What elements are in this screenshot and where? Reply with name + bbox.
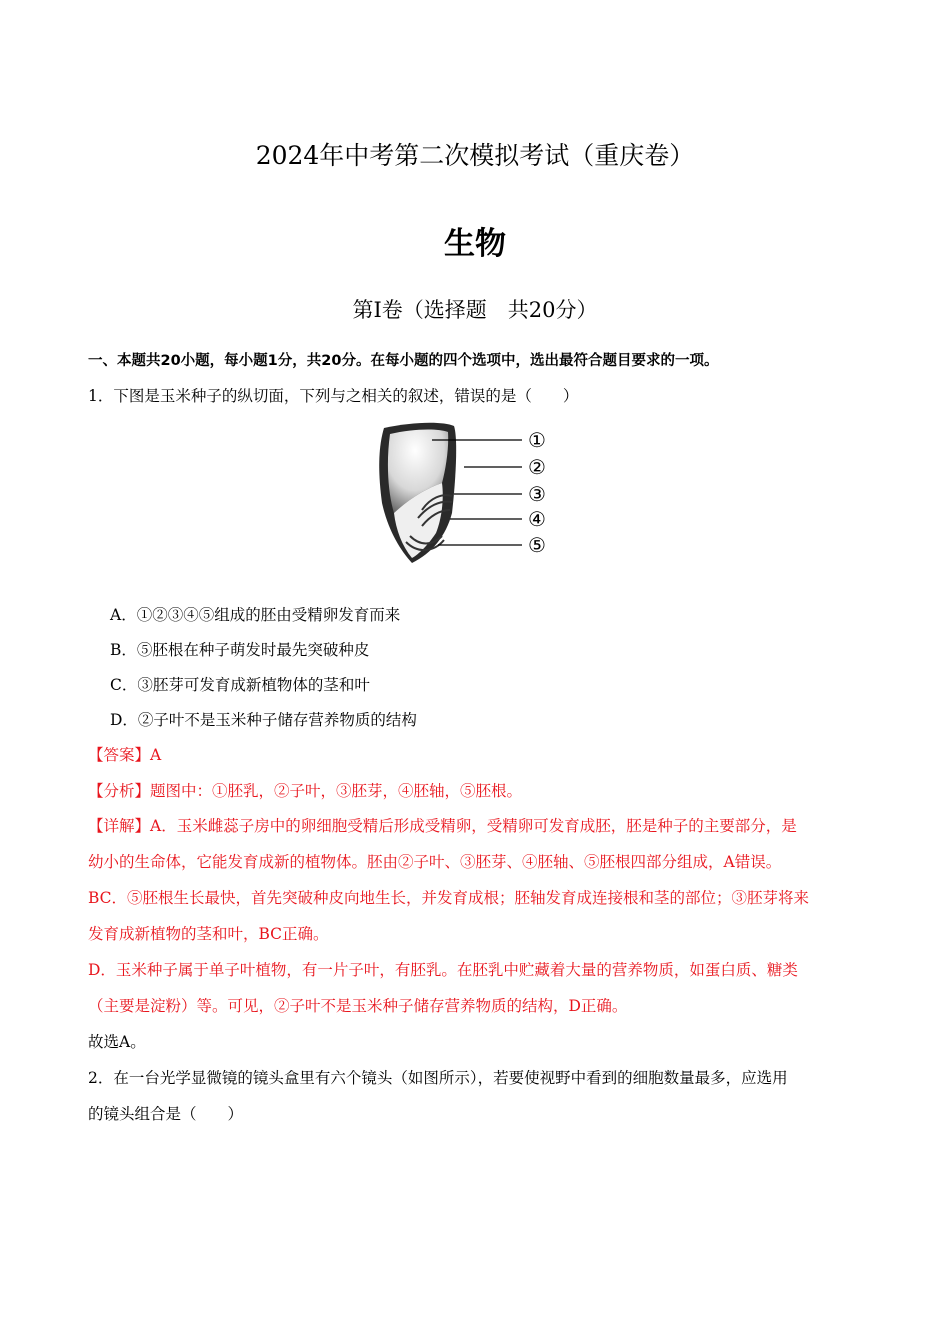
conclusion: 故选A。 [88,1033,146,1051]
analysis: 【分析】题图中：①胚乳，②子叶，③胚芽，④胚轴，⑤胚根。 [88,782,523,800]
corn-seed-diagram [372,418,562,568]
answer: 【答案】A [88,746,162,764]
figure-label-3: ③ [528,482,546,506]
detail-line: 幼小的生命体，它能发育成新的植物体。胚由②子叶、③胚芽、④胚轴、⑤胚根四部分组成，A错误。 [88,853,782,871]
figure-label-1: ① [528,428,546,452]
option-c: C．③胚芽可发育成新植物体的茎和叶 [110,676,370,694]
figure-label-4: ④ [528,507,546,531]
subject-title: 生物 [444,226,506,262]
figure-label-5: ⑤ [528,533,546,557]
detail-line: （主要是淀粉）等。可见，②子叶不是玉米种子储存营养物质的结构，D正确。 [88,997,628,1015]
detail-line: BC．⑤胚根生长最快，首先突破种皮向地生长，并发育成根；胚轴发育成连接根和茎的部位；③胚芽将来 [88,889,810,907]
section-instructions: 一、本题共20小题，每小题1分，共20分。在每小题的四个选项中，选出最符合题目要求的一项。 [88,353,719,369]
detail-line: 【详解】A．玉米雌蕊子房中的卵细胞受精后形成受精卵，受精卵可发育成胚，胚是种子的主要部分，是 [88,817,797,835]
question-1-stem: 1．下图是玉米种子的纵切面，下列与之相关的叙述，错误的是（ ） [88,387,579,405]
detail-line: D．玉米种子属于单子叶植物，有一片子叶，有胚乳。在胚乳中贮藏着大量的营养物质，如蛋白质、糖类 [88,961,798,979]
option-b: B．⑤胚根在种子萌发时最先突破种皮 [110,641,370,659]
exam-title: 2024年中考第二次模拟考试（重庆卷） [255,141,695,170]
figure-label-2: ② [528,455,546,479]
volume-heading: 第Ⅰ卷（选择题 共20分） [352,298,598,322]
question-2-stem: 2．在一台光学显微镜的镜头盒里有六个镜头（如图所示），若要使视野中看到的细胞数量最多，应选用 [88,1069,788,1087]
question-2-stem: 的镜头组合是（ ） [88,1105,244,1123]
option-d: D．②子叶不是玉米种子储存营养物质的结构 [110,711,417,729]
detail-line: 发育成新植物的茎和叶，BC正确。 [88,925,329,943]
seed-outline [379,423,456,563]
option-a: A．①②③④⑤组成的胚由受精卵发育而来 [110,606,401,624]
